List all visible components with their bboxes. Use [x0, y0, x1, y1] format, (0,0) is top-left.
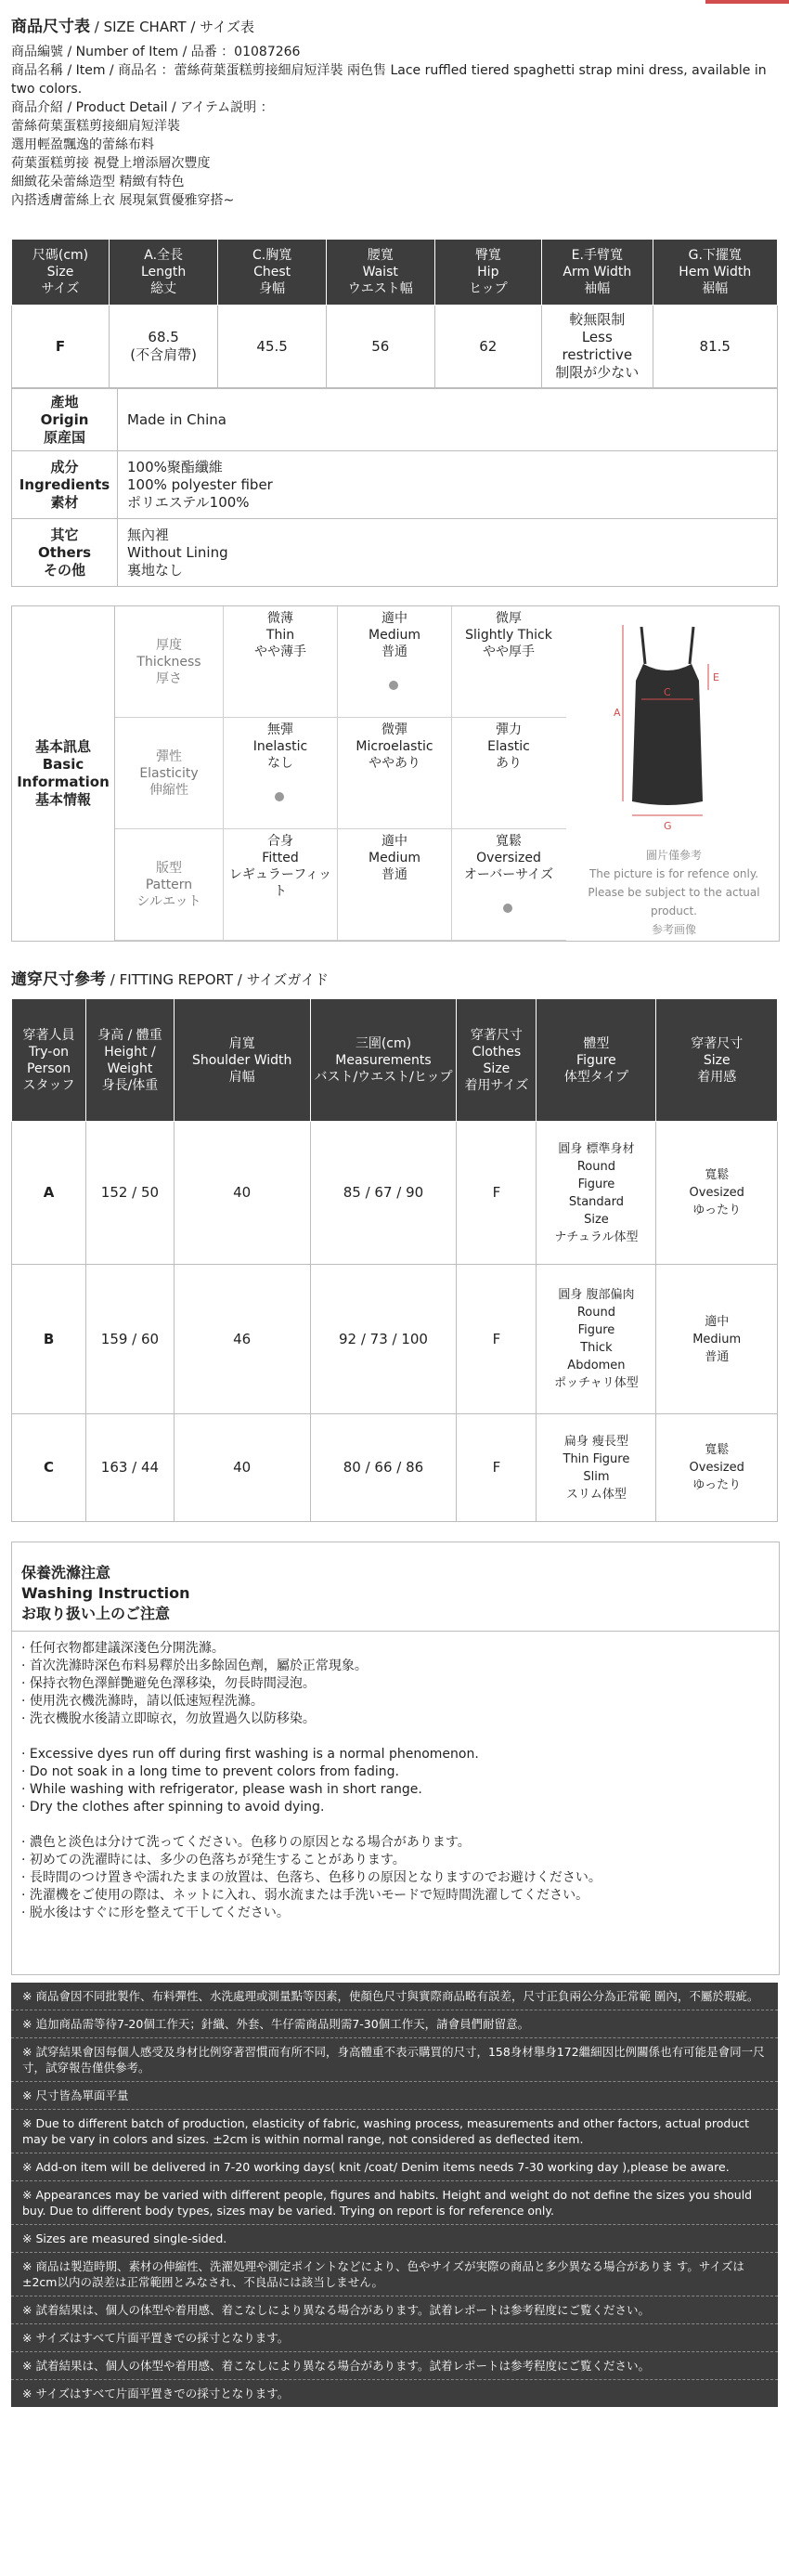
size-header-text: C.胸寬 [252, 248, 292, 263]
size-header-text: ウエスト幅 [347, 281, 413, 296]
fitting-cell-figure: 扁身 瘦長型 Thin Figure Slim スリム体型 [537, 1414, 656, 1522]
size-table [11, 239, 778, 388]
size-header-text: E.手臂寬 [571, 248, 623, 263]
washing-line: · 洗衣機脫水後請立即晾衣，勿放置過久以防移染。 [21, 1711, 316, 1726]
size-row-f [12, 306, 778, 388]
fitting-title: 適穿尺寸參考 [11, 970, 106, 989]
washing-line: · Dry the clothes after spinning to avoid dying. [21, 1800, 325, 1815]
washing-line: · 任何衣物都建議深淺色分開洗滌。 [21, 1641, 225, 1656]
size-header-text: 腰寬 [367, 248, 394, 263]
fitting-row-B [12, 1265, 778, 1414]
origin-value: Made in China [118, 389, 778, 451]
fitting-header-0: 穿著人員 Try-on Person スタッフ [12, 999, 86, 1122]
fitting-cell-shoulder: 46 [174, 1265, 310, 1414]
size-header-3 [326, 240, 434, 306]
intro-line: 商品介紹 / Product Detail / アイテム説明 ： [11, 100, 274, 115]
size-header-text: 袖幅 [584, 281, 611, 296]
fitting-cell-fit: 適中 Medium 普通 [656, 1265, 778, 1414]
dress-diagram [569, 606, 779, 839]
fitting-row-C [12, 1414, 778, 1522]
fitting-cell-shoulder: 40 [174, 1122, 310, 1265]
size-header-text: ヒップ [469, 281, 508, 296]
washing-line: · Excessive dyes run off during first washing is a normal phenomenon. [21, 1747, 479, 1762]
washing-instructions [21, 1640, 770, 1922]
fitting-cell-meas: 80 / 66 / 86 [310, 1414, 457, 1522]
washing-line: · 濃色と淡色は分けて洗ってください。色移りの原因となる場合があります。 [21, 1835, 471, 1850]
note-item: ※ サイズはすべて片面平置きでの採寸となります。 [11, 2324, 778, 2352]
fitting-header-4: 穿著尺寸 Clothes Size 着用サイズ [457, 999, 537, 1122]
note-item: ※ 商品は製造時期、素材の伸縮性、洗濯処理や測定ポイントなどにより、色やサイズが実際の商品と多少異なる場合がありま す。サイズは±2cm以内の誤差は正常範囲とみなされ、不良品には該当しません。 [11, 2253, 778, 2296]
size-cell: F [12, 306, 110, 388]
note-item: ※ Sizes are measured single-sided. [11, 2225, 778, 2253]
size-header-text: 総丈 [150, 281, 177, 296]
basic-option-text: 寬鬆 Oversized オーバーサイズ [463, 834, 554, 882]
note-item: ※ サイズはすべて片面平置きでの採寸となります。 [22, 2387, 290, 2400]
fitting-header-1: 身高 / 體重 Height / Weight 身長/体重 [86, 999, 175, 1122]
basic-option-text: 微厚 Slightly Thick やや厚手 [465, 611, 552, 659]
fitting-header-3: 三圍(cm) Measurements バスト/ウエスト/ヒップ [310, 999, 457, 1122]
fitting-cell-figure: 圓身 腹部偏肉 Round Figure Thick Abdomen ポッチャリ体型 [537, 1265, 656, 1414]
fitting-header-2: 肩寬 Shoulder Width 肩幅 [174, 999, 310, 1122]
washing-line: · 洗濯機をご使用の際は、ネットに入れ、弱水流または手洗いモードで短時間洗濯してください。 [21, 1888, 589, 1903]
washing-line [21, 1816, 770, 1834]
fitting-cell-figure: 圓身 標準身材 Round Figure Standard Size ナチュラル体型 [537, 1122, 656, 1265]
others-label: 其它 Others その他 [12, 519, 118, 587]
figure-caption-line: 参考画像 [651, 923, 696, 936]
basic-option [452, 829, 565, 940]
note-item: ※ 試着結果は、個人の体型や着用感、着こなしにより異なる場合があります。試着レポートは参考程度にご覧ください。 [11, 2296, 778, 2324]
basic-row-label: 厚度 Thickness 厚さ [115, 606, 224, 717]
origin-label: 產地 Origin 原産国 [12, 389, 118, 451]
fitting-header-5: 體型 Figure 体型タイプ [537, 999, 656, 1122]
figure-caption-line: Please be subject to the actual [588, 886, 760, 899]
letter-e: E [713, 671, 719, 683]
note-item: ※ Appearances may be varied with different people, figures and habits. Height and weight do not define the sizes you should buy. Due to different body types, sizes may be varied. Trying on report is for reference only. [11, 2181, 778, 2225]
note-item: ※ 商品會因不同批製作、布料彈性、水洗處理或測量點等因素，使顏色尺寸與實際商品略有誤差，尺寸正負兩公分為正常範 圍內，不屬於瑕疵。 [11, 1983, 778, 2010]
intro-line: 細緻花朵蕾絲造型 精緻有特色 [11, 175, 185, 189]
washing-heading-zh: 保養洗滌注意 [21, 1564, 111, 1581]
size-header-5 [542, 240, 653, 306]
size-header-text: Size [46, 265, 74, 280]
size-header-text: Length [140, 265, 187, 280]
product-intro [11, 43, 778, 210]
washing-line: · 脱水後はすぐに形を整えて干してください。 [21, 1906, 290, 1920]
ingredients-label: 成分 Ingredients 素材 [12, 451, 118, 519]
size-chart-heading [11, 13, 254, 36]
fitting-header-6: 穿著尺寸 Size 着用感 [656, 999, 778, 1122]
size-header-text: 裾幅 [702, 281, 729, 296]
size-header-4 [434, 240, 542, 306]
basic-row-label: 版型 Pattern シルエット [115, 829, 224, 940]
fitting-table [11, 998, 778, 1522]
letter-g: G [664, 820, 672, 832]
size-header-text: Hem Width [679, 265, 752, 280]
size-header-6 [653, 240, 777, 306]
size-header-1 [110, 240, 218, 306]
info-table [11, 388, 778, 587]
fitting-cell-hw: 163 / 44 [86, 1414, 175, 1522]
dress-figure [569, 606, 779, 941]
basic-option-text: 適中 Medium 普通 [369, 834, 420, 882]
figure-caption [569, 846, 779, 939]
basic-option [338, 606, 452, 717]
basic-row-2 [115, 829, 566, 941]
washing-line: · 長時間のつけ置きや濡れたままの放置は、色落ち、色移りの原因となりますのでお避けください。 [21, 1870, 601, 1885]
basic-row-1 [115, 718, 566, 829]
size-header-2 [218, 240, 327, 306]
fitting-cell-size: F [457, 1122, 537, 1265]
size-header-text: Chest [253, 265, 291, 280]
fitting-cell-fit: 寬鬆 Ovesized ゆったり [656, 1414, 778, 1522]
size-chart-title: 商品尺寸表 [11, 18, 90, 36]
basic-option-text: 微彈 Microelastic ややあり [356, 722, 433, 771]
selected-dot [389, 681, 398, 690]
intro-line: 荷葉蛋糕剪接 視覺上增添層次豐度 [11, 156, 211, 171]
note-item: ※ 追加商品需等待7-20個工作天；針織、外套、牛仔需商品則需7-30個工作天，請會員們耐留意。 [11, 2010, 778, 2038]
hem-cell: 81.5 [653, 306, 777, 388]
washing-line: · 保持衣物色澤鮮艷避免色澤移染，勿長時間浸泡。 [21, 1676, 316, 1691]
chest-cell: 45.5 [218, 306, 327, 388]
basic-option-text: 適中 Medium 普通 [369, 611, 420, 659]
washing-line: · While washing with refrigerator, please wash in short range. [21, 1782, 422, 1797]
note-item: ※ 試着結果は、個人の体型や着用感、着こなしにより異なる場合があります。試着レポートは参考程度にご覧ください。 [11, 2352, 778, 2380]
basic-option [452, 606, 565, 717]
washing-line: · 首次洗滌時深色布料易釋於出多餘固色劑，屬於正常現象。 [21, 1659, 368, 1673]
fitting-cell-size: F [457, 1414, 537, 1522]
size-header-text: 尺碼(cm) [32, 248, 89, 263]
figure-caption-line: The picture is for refence only. [589, 867, 759, 880]
notes-panel [11, 1983, 778, 2407]
basic-info-panel [11, 605, 780, 942]
fitting-subtitle: / FITTING REPORT / サイズガイド [110, 971, 329, 988]
size-chart-subtitle: / SIZE CHART / サイズ表 [94, 19, 254, 35]
washing-heading-en: Washing Instruction [21, 1584, 190, 1602]
basic-row-0 [115, 606, 566, 718]
size-header-text: G.下擺寬 [688, 248, 742, 263]
washing-line: · Do not soak in a long time to prevent colors from fading. [21, 1764, 399, 1779]
size-header-text: Hip [477, 265, 499, 280]
size-header-0 [12, 240, 110, 306]
size-header-text: A.全長 [144, 248, 184, 263]
basic-info-label: 基本訊息 Basic Information 基本情報 [12, 606, 115, 941]
intro-line: 內搭透膚蕾絲上衣 展現氣質優雅穿搭~ [11, 193, 235, 208]
size-header-text: Waist [362, 265, 398, 280]
intro-line: 商品名稱 / Item / 商品名 ：蕾絲荷葉蛋糕剪接細肩短洋裝 兩色售 Lace ruffled tiered spaghetti strap mini dress, available in two colors. [11, 63, 771, 97]
figure-caption-line: 圖片僅參考 [645, 849, 702, 862]
length-cell: 68.5 (不含肩帶) [110, 306, 218, 388]
washing-line: · 使用洗衣機洗滌時，請以低速短程洗滌。 [21, 1694, 264, 1709]
basic-option [338, 718, 452, 828]
washing-line: · 初めての洗濯時には、多少の色落ちが発生することがあります。 [21, 1853, 406, 1867]
intro-line: 蕾絲荷葉蛋糕剪接細肩短洋裝 [11, 119, 180, 134]
basic-option [452, 718, 565, 828]
letter-a: A [614, 707, 621, 719]
fitting-cell-size: F [457, 1265, 537, 1414]
waist-cell: 56 [326, 306, 434, 388]
size-header-text: 身幅 [259, 281, 286, 296]
fitting-cell-meas: 85 / 67 / 90 [310, 1122, 457, 1265]
size-header-text: Arm Width [563, 265, 632, 280]
selected-dot [503, 904, 512, 913]
fitting-cell-hw: 152 / 50 [86, 1122, 175, 1265]
size-header-text: 臀寬 [474, 248, 501, 263]
top-accent-bar [705, 0, 789, 4]
others-value: 無內裡 Without Lining 裏地なし [118, 519, 778, 587]
selected-dot [275, 792, 284, 801]
basic-option-text: 無彈 Inelastic なし [252, 722, 308, 771]
fitting-cell-person: C [12, 1414, 86, 1522]
fitting-cell-shoulder: 40 [174, 1414, 310, 1522]
figure-caption-line: product. [651, 904, 697, 917]
basic-row-label: 彈性 Elasticity 伸縮性 [115, 718, 224, 828]
fitting-row-A [12, 1122, 778, 1265]
washing-panel [11, 1542, 780, 1975]
intro-line: 選用輕盈飄逸的蕾絲布料 [11, 137, 154, 152]
fitting-cell-hw: 159 / 60 [86, 1265, 175, 1414]
arm-cell: 較無限制 Less restrictive 制限が少ない [542, 306, 653, 388]
letter-c: C [664, 686, 671, 698]
size-header-text: サイズ [41, 281, 80, 296]
hip-cell: 62 [434, 306, 542, 388]
intro-line: 商品編號 / Number of Item / 品番 ：01087266 [11, 45, 301, 59]
fitting-heading [11, 966, 329, 989]
ingredients-value: 100%聚酯纖維 100% polyester fiber ポリエステル100% [118, 451, 778, 519]
basic-option-text: 合身 Fitted レギュラーフィット [228, 834, 332, 899]
basic-option [224, 606, 338, 717]
fitting-cell-meas: 92 / 73 / 100 [310, 1265, 457, 1414]
basic-option [224, 718, 338, 828]
fitting-cell-fit: 寬鬆 Ovesized ゆったり [656, 1122, 778, 1265]
dress-silhouette [632, 627, 703, 805]
note-item: ※ 尺寸皆為單面平量 [11, 2082, 778, 2110]
washing-heading-ja: お取り扱い上のご注意 [21, 1605, 171, 1622]
basic-option [338, 829, 452, 940]
note-item: ※ Add-on item will be delivered in 7-20 working days( knit /coat/ Denim items needs 7-30 working day ),please be aware. [11, 2153, 778, 2181]
note-item: ※ 試穿結果會因每個人感受及身材比例穿著習慣而有所不同，身高體重不表示購買的尺寸，158身材舉身172繼細因比例關係也有可能是會同一尺寸，試穿報告僅供參考。 [11, 2038, 778, 2082]
basic-option-text: 彈力 Elastic あり [487, 722, 530, 771]
basic-option [224, 829, 338, 940]
fitting-cell-person: A [12, 1122, 86, 1265]
fitting-cell-person: B [12, 1265, 86, 1414]
washing-line [21, 1728, 770, 1746]
basic-option-text: 微薄 Thin やや薄手 [254, 611, 306, 659]
note-item: ※ Due to different batch of production, elasticity of fabric, washing process, measurements and other factors, actual product may be vary in colors and sizes. ±2cm is within normal range, not considered as deflected item. [11, 2110, 778, 2153]
washing-heading [12, 1542, 779, 1632]
